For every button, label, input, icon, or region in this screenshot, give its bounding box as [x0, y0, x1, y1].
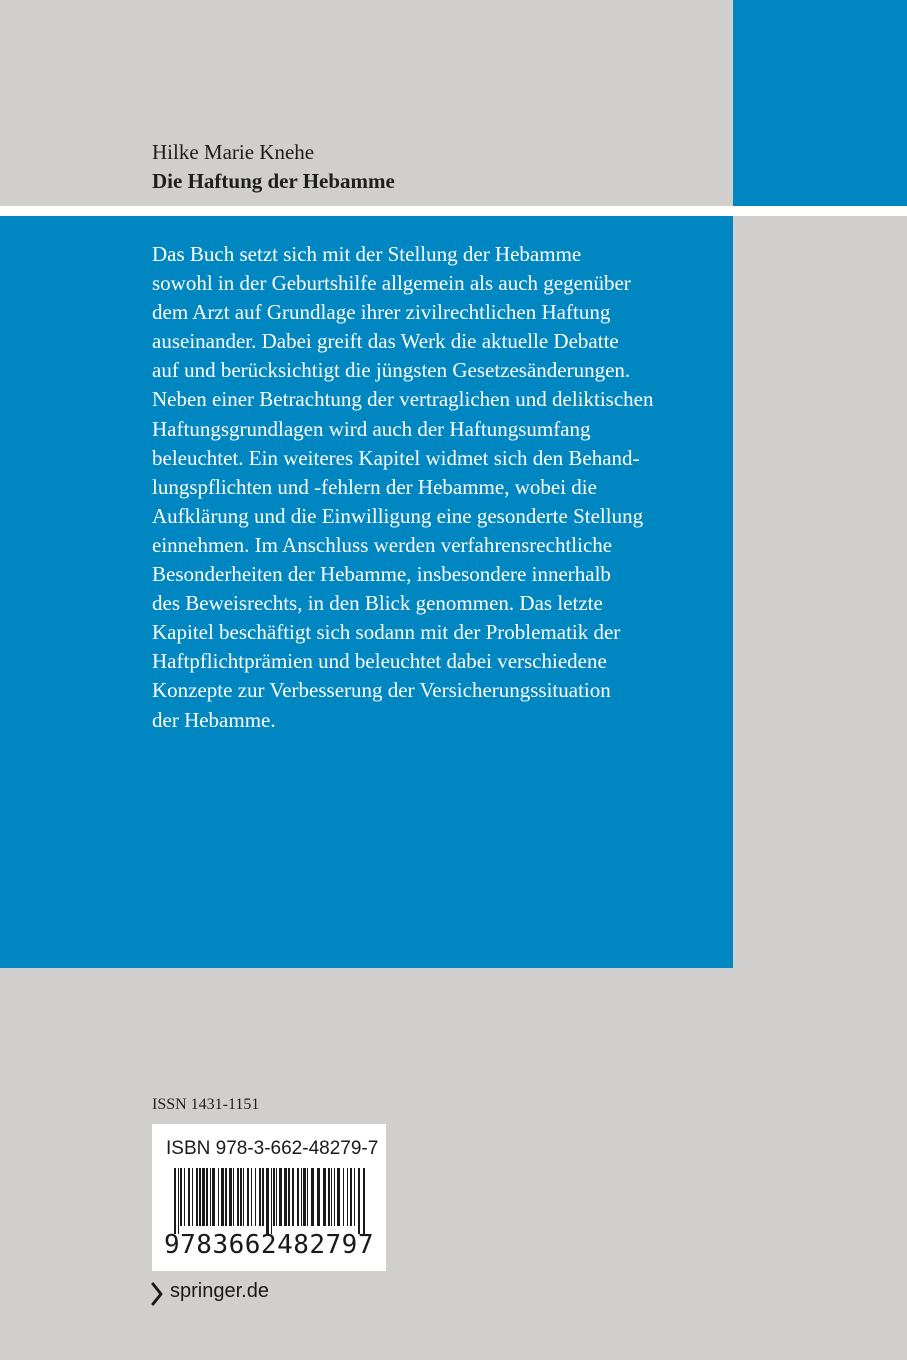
barcode-bar — [180, 1168, 182, 1226]
barcode-bar — [350, 1168, 352, 1226]
barcode-bar — [174, 1168, 176, 1234]
author-name: Hilke Marie Knehe — [152, 140, 315, 164]
barcode-bar — [199, 1168, 201, 1226]
blurb-line: Neben einer Betrachtung der vertraglichen und deliktischen — [152, 387, 654, 412]
blurb-line: sowohl in der Geburtshilfe allgemein als auch gegenüber — [152, 271, 631, 296]
barcode-bar — [273, 1168, 275, 1226]
barcode-bar — [358, 1168, 360, 1234]
barcode-bar — [240, 1168, 242, 1226]
blurb-line: beleuchtet. Ein weiteres Kapitel widmet sich den Behand- — [152, 445, 640, 470]
barcode-bar — [276, 1168, 277, 1226]
barcode-bar — [225, 1168, 227, 1226]
blurb-line: auf und berücksichtigt die jüngsten Gesetzesänderungen. — [152, 358, 631, 383]
barcode-bar — [271, 1168, 272, 1234]
barcode-bar — [347, 1168, 348, 1226]
chevron-right-icon — [150, 1282, 164, 1306]
barcode-bar — [301, 1168, 302, 1226]
barcode-bar — [337, 1168, 340, 1226]
blurb-line: Besonderheiten der Hebamme, insbesondere innerhalb — [152, 562, 611, 587]
barcode-bar — [288, 1168, 290, 1226]
barcode-bar — [202, 1168, 205, 1226]
barcode-bar — [297, 1168, 299, 1226]
barcode-bar — [363, 1168, 365, 1234]
barcode-bar — [279, 1168, 282, 1226]
blurb-text — [152, 240, 722, 735]
barcode-bar — [307, 1168, 308, 1226]
blurb-line: Haftungsgrundlagen wird auch der Haftungsumfang — [152, 416, 591, 441]
blurb-line: auseinander. Dabei greift das Werk die aktuelle Debatte — [152, 329, 619, 354]
barcode-bar — [292, 1168, 294, 1226]
barcode-bar — [196, 1168, 198, 1226]
blurb-line: der Hebamme. — [152, 707, 276, 732]
barcode-bar — [311, 1168, 314, 1226]
barcode-bar — [317, 1168, 320, 1226]
blurb-line: Konzepte zur Verbesserung der Versicherungssituation — [152, 678, 611, 703]
barcode-bar — [331, 1168, 332, 1226]
barcode-bar — [178, 1168, 179, 1234]
barcode-bar — [262, 1168, 264, 1226]
isbn-label: ISBN 978-3-662-48279-7 — [166, 1138, 379, 1159]
barcode-box — [152, 1124, 386, 1271]
barcode-bar — [334, 1168, 335, 1226]
blurb-line: Aufklärung und die Einwilligung eine gesonderte Stellung — [152, 503, 644, 528]
barcode-bar — [323, 1168, 326, 1226]
barcode-bar — [354, 1168, 355, 1226]
barcode-digits: 9783662482797 — [164, 1230, 374, 1260]
issn-number: ISSN 1431-1151 — [152, 1096, 260, 1113]
barcode-bar — [218, 1168, 219, 1226]
barcode-bar — [210, 1168, 211, 1226]
barcode-bar — [259, 1168, 261, 1226]
barcode-bar — [188, 1168, 190, 1226]
barcode-bar — [233, 1168, 234, 1226]
barcode-bar — [229, 1168, 232, 1226]
book-title: Die Haftung der Hebamme — [152, 169, 395, 193]
blurb-line: einnehmen. Im Anschluss werden verfahrensrechtliche — [152, 532, 613, 557]
barcode-bar — [243, 1168, 244, 1226]
barcode-bar — [284, 1168, 287, 1226]
blurb-line: des Beweisrechts, in den Blick genommen. Das letzte — [152, 591, 603, 616]
barcode-bar — [266, 1168, 269, 1234]
barcode-bar — [303, 1168, 306, 1226]
barcode-bar — [184, 1168, 185, 1226]
white-divider — [0, 206, 907, 216]
blurb-line: lungspflichten und -fehlern der Hebamme, wobei die — [152, 474, 597, 499]
top-right-accent-block — [733, 0, 907, 206]
barcode-bar — [255, 1168, 256, 1226]
blurb-line: dem Arzt auf Grundlage ihrer zivilrechtlichen Haftung — [152, 300, 611, 325]
blurb-line: Haftpflichtprämien und beleuchtet dabei verschiedene — [152, 649, 607, 674]
publisher-url: springer.de — [170, 1280, 269, 1302]
barcode-bar — [221, 1168, 224, 1226]
barcode-bar — [328, 1168, 330, 1226]
barcode-bar — [192, 1168, 193, 1226]
barcode-bar — [251, 1168, 252, 1226]
blurb-line: Kapitel beschäftigt sich sodann mit der Problematik der — [152, 620, 621, 645]
barcode-bar — [237, 1168, 239, 1226]
barcode-bar — [247, 1168, 249, 1226]
blurb-line: Das Buch setzt sich mit der Stellung der Hebamme — [152, 242, 582, 266]
barcode-bar — [206, 1168, 208, 1226]
barcode-bar — [212, 1168, 215, 1226]
barcode-bar — [343, 1168, 344, 1226]
